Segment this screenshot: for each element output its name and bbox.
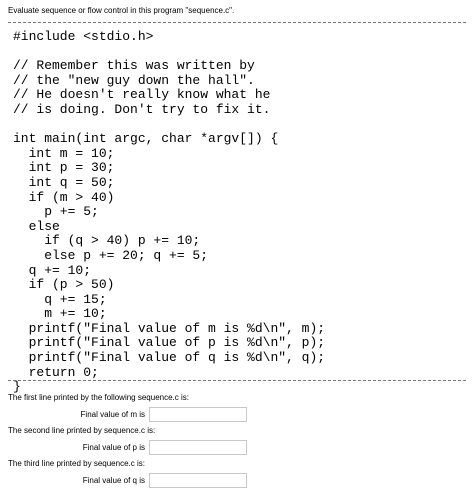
code-line: int p = 30; <box>13 160 115 176</box>
code-line: // Remember this was written by <box>13 58 255 74</box>
code-line: // is doing. Don't try to fix it. <box>13 101 271 117</box>
code-line: int m = 10; <box>13 145 115 161</box>
code-line: // He doesn't really know what he <box>13 87 271 103</box>
code-line: #include <stdio.h> <box>13 29 154 44</box>
code-line <box>13 45 325 60</box>
question-1-prompt: The first line printed by the following sequence.c is: <box>8 393 189 402</box>
answer-m-input[interactable] <box>149 407 247 422</box>
question-2-prompt: The second line printed by sequence.c is: <box>8 426 156 435</box>
code-line: printf("Final value of p is %d\n", p); <box>13 335 326 351</box>
question-1-field-label: Final value of m is <box>80 410 145 419</box>
code-line: q += 10; <box>13 262 92 278</box>
code-listing <box>13 30 325 395</box>
code-line: printf("Final value of m is %d\n", m); <box>13 320 326 336</box>
code-line: q += 15; <box>13 291 107 307</box>
code-line: if (q > 40) p += 10; <box>13 233 201 249</box>
question-3-field-label: Final value of q is <box>82 476 145 485</box>
code-line: m += 10; <box>13 306 107 322</box>
bottom-divider <box>8 380 466 381</box>
code-line: p += 5; <box>13 204 99 220</box>
answer-p-input[interactable] <box>149 440 247 455</box>
code-line: else <box>13 218 60 234</box>
code-line <box>13 118 325 133</box>
code-line: if (m > 40) <box>13 189 115 205</box>
code-line: } <box>13 379 21 395</box>
code-line: return 0; <box>13 364 99 380</box>
code-line: if (p > 50) <box>13 277 115 293</box>
code-line: int main(int argc, char *argv[]) { <box>13 131 279 147</box>
question-3-prompt: The third line printed by sequence.c is: <box>8 459 145 468</box>
code-line: else p += 20; q += 5; <box>13 247 209 263</box>
question-2-field-label: Final value of p is <box>82 443 145 452</box>
top-divider <box>8 22 466 23</box>
answer-q-input[interactable] <box>149 473 247 488</box>
code-line: // the "new guy down the hall". <box>13 72 255 88</box>
code-line: int q = 50; <box>13 174 115 190</box>
question-prompt: Evaluate sequence or flow control in this program "sequence.c". <box>8 6 235 15</box>
code-line: printf("Final value of q is %d\n", q); <box>13 350 326 366</box>
